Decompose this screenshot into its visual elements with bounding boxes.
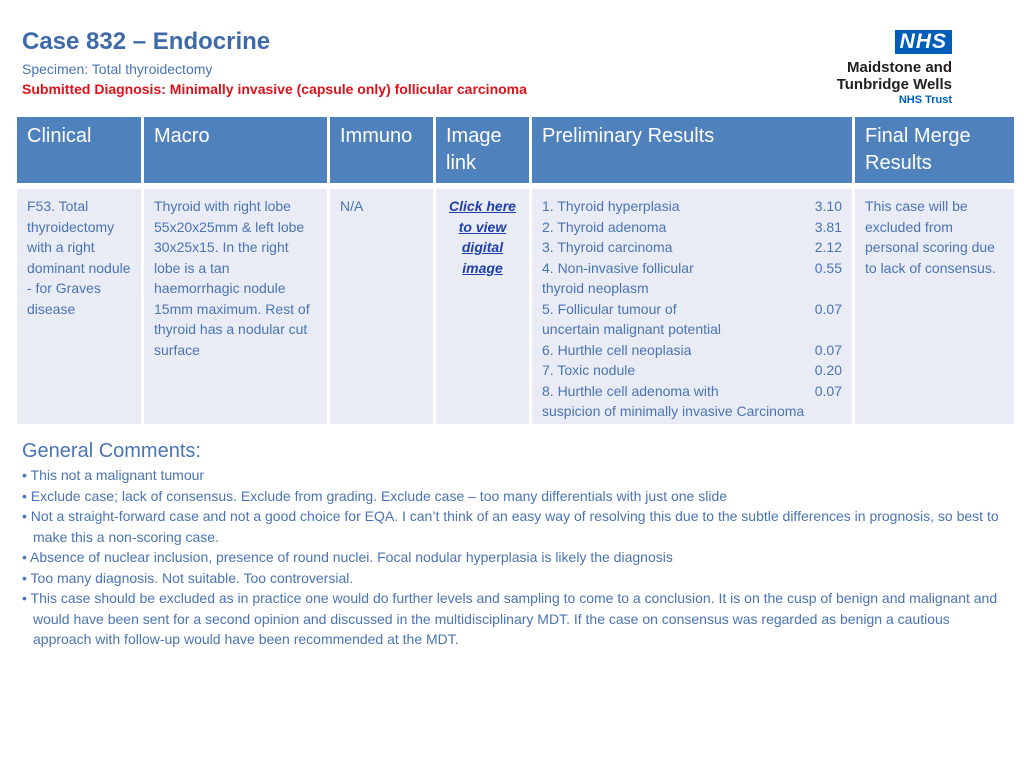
preliminary-result-item — [542, 299, 842, 320]
preliminary-result-score: 3.81 — [814, 218, 842, 235]
preliminary-result-score: 0.20 — [814, 362, 842, 378]
preliminary-result-score: 3.10 — [814, 198, 842, 214]
preliminary-result-item — [542, 360, 842, 381]
image-link[interactable]: Click here to view digital image — [449, 198, 516, 276]
table-row — [17, 189, 1014, 424]
preliminary-result-label: 5. Follicular tumour of — [542, 300, 677, 317]
preliminary-result-label-continued: suspicion of minimally invasive Carcinoma — [542, 403, 805, 419]
cell-preliminary-results — [532, 189, 852, 424]
preliminary-result-label-continued: thyroid neoplasm — [542, 280, 649, 296]
comment-item: • Not a straight-forward case and not a good choice for EQA. I can’t think of an easy way of resolving this due to the subtle differences in prognosis, so best to make this a non-scoring case. — [22, 508, 999, 545]
preliminary-result-score: 0.07 — [814, 300, 842, 317]
comment-item: • Too many diagnosis. Not suitable. Too controversial. — [22, 569, 354, 586]
header-clinical: Clinical — [17, 117, 141, 189]
cell-final-merge: This case will be excluded from personal scoring due to lack of consensus. — [855, 189, 1014, 424]
preliminary-result-item — [542, 196, 842, 217]
preliminary-result-item — [542, 217, 842, 238]
preliminary-result-score: 0.07 — [814, 382, 842, 399]
preliminary-result-label: 6. Hurthle cell neoplasia — [542, 341, 692, 358]
table-header-row — [17, 117, 1014, 189]
preliminary-result-score: 0.07 — [814, 341, 842, 358]
preliminary-result-label-continued: uncertain malignant potential — [542, 321, 722, 337]
cell-image-link — [436, 189, 529, 424]
preliminary-result-label: 8. Hurthle cell adenoma with — [542, 382, 719, 399]
submitted-diagnosis: Submitted Diagnosis: Minimally invasive (capsule only) follicular carcinoma — [22, 81, 527, 97]
preliminary-result-item — [542, 340, 842, 361]
specimen-text: Specimen: Total thyroidectomy — [22, 61, 213, 77]
cell-macro: Thyroid with right lobe 55x20x25mm & left lobe 30x25x15. In the right lobe is a tan haemorrhagic nodule 15mm maximum. Rest of thyroid has a nodular cut surface — [144, 189, 327, 424]
preliminary-result-label: 1. Thyroid hyperplasia — [542, 198, 680, 214]
preliminary-result-item — [542, 258, 842, 279]
logo-line-2: Tunbridge Wells — [836, 76, 952, 93]
nhs-logo-icon: NHS — [895, 30, 952, 54]
preliminary-result-score: 2.12 — [814, 239, 842, 255]
header-macro: Macro — [144, 117, 327, 189]
preliminary-result-label: 3. Thyroid carcinoma — [542, 239, 673, 255]
preliminary-results-list — [542, 196, 842, 422]
preliminary-result-item — [542, 381, 842, 402]
case-title: Case 832 – Endocrine — [22, 28, 271, 55]
cell-clinical: F53. Total thyroidectomy with a right dominant nodule - for Graves disease — [17, 189, 141, 424]
logo-trust: NHS Trust — [898, 94, 952, 106]
comment-item: • This not a malignant tumour — [22, 467, 205, 483]
preliminary-result-label: 2. Thyroid adenoma — [542, 218, 667, 235]
cell-immuno: N/A — [330, 189, 433, 424]
header-image-link: Image link — [436, 117, 529, 189]
preliminary-result-label: 4. Non-invasive follicular — [542, 259, 694, 276]
general-comments-list — [22, 465, 1012, 650]
comment-item: • This case should be excluded as in practice one would do further levels and sampling to come to a conclusion. It is on the cusp of benign and malignant and would have been sent for a second opinion and discussed in the multidisciplinary MDT. If the case on consensus was regarded as benign a cautious approach with follow-up would have been recommended at the MDT. — [22, 590, 998, 647]
logo-line-1: Maidstone and — [846, 59, 952, 76]
header-immuno: Immuno — [330, 117, 433, 189]
case-table — [14, 117, 1017, 424]
comment-item: • Exclude case; lack of consensus. Exclude from grading. Exclude case – too many differentials with just one slide — [22, 487, 728, 504]
preliminary-result-label: 7. Toxic nodule — [542, 362, 636, 378]
preliminary-result-score: 0.55 — [814, 259, 842, 276]
header-final-merge-results: Final Merge Results — [855, 117, 1014, 189]
comment-item: • Absence of nuclear inclusion, presence of round nuclei. Focal nodular hyperplasia is likely the diagnosis — [22, 549, 673, 565]
general-comments-title: General Comments: — [22, 440, 201, 462]
header-preliminary-results: Preliminary Results — [532, 117, 852, 189]
preliminary-result-item — [542, 237, 842, 258]
nhs-trust-logo — [818, 30, 952, 107]
